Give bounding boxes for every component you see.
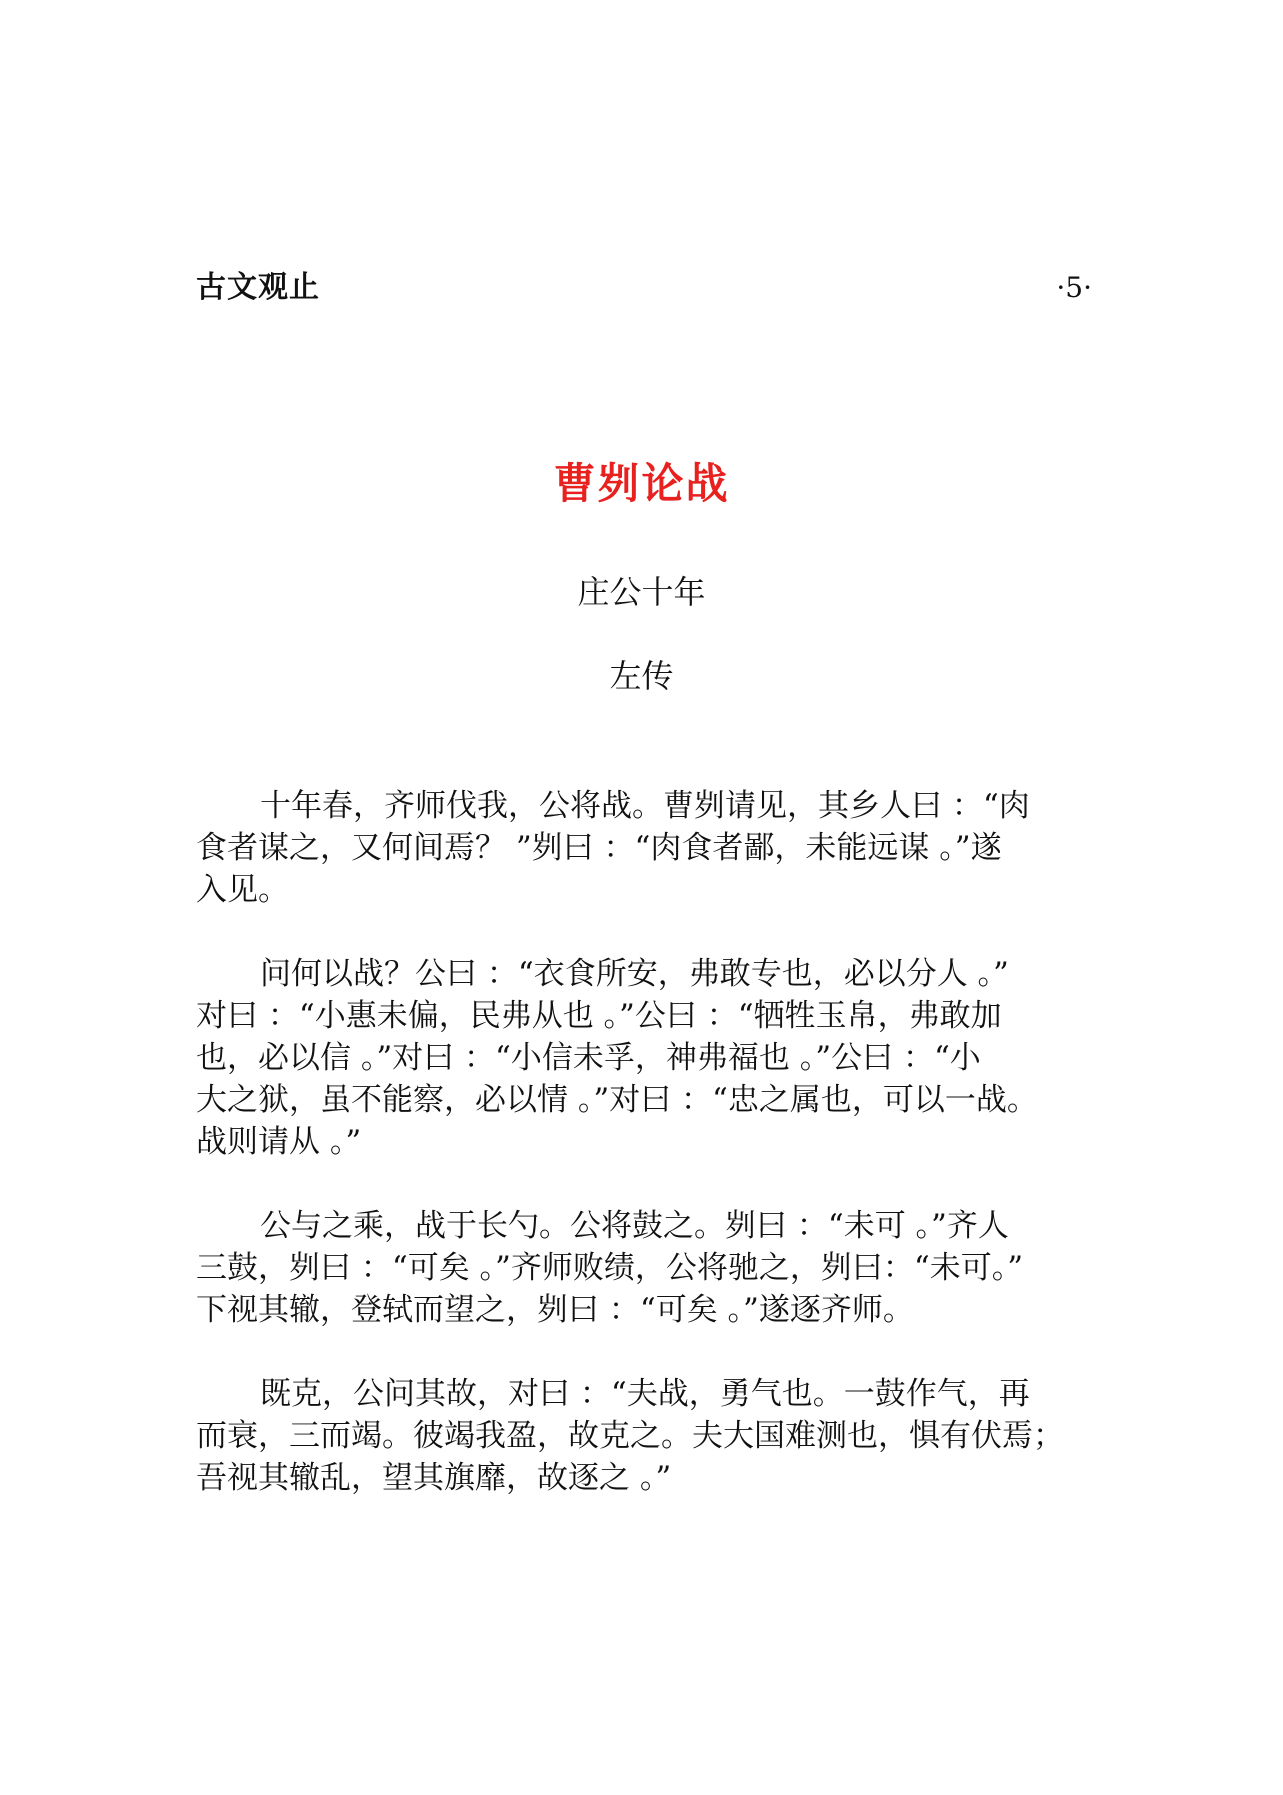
paragraph-line: 问何以战？公曰 ：“衣食所安，弗敢专也，必以分人 。”	[260, 956, 1009, 992]
paragraph-line: 对曰 ：“小惠未偏，民弗从也 。”公曰 ：“牺牲玉帛，弗敢加	[196, 998, 1002, 1034]
paragraph-4	[196, 1373, 1064, 1499]
running-header	[196, 268, 1092, 308]
paragraph-line: 大之狱，虽不能察，必以情 。”对曰 ：“忠之属也，可以一战。	[196, 1082, 1038, 1118]
article-title: 曹刿论战	[553, 459, 730, 508]
paragraph-2	[196, 953, 1038, 1163]
paragraph-line: 食者谋之，又何间焉？ ”刿曰 ：“肉食者鄙，未能远谋 。”遂	[196, 830, 1002, 866]
paragraph-line: 既克，公问其故，对曰 ：“夫战，勇气也。一鼓作气，再	[260, 1376, 1030, 1412]
paragraph-3	[196, 1205, 1023, 1331]
book-title: 古文观止	[196, 270, 320, 305]
paragraph-line: 十年春，齐师伐我，公将战。曹刿请见，其乡人曰 ：“肉	[260, 788, 1030, 824]
paragraph-line: 而衰，三而竭。彼竭我盈，故克之。夫大国难测也，惧有伏焉；	[196, 1418, 1064, 1454]
page-number: ·5·	[1056, 271, 1092, 304]
paragraph-line: 吾视其辙乱，望其旗靡，故逐之 。”	[196, 1460, 672, 1496]
paragraph-line: 三鼓，刿曰 ：“可矣 。”齐师败绩，公将驰之，刿曰：“未可。”	[196, 1250, 1024, 1286]
article-author: 左传	[609, 657, 674, 695]
paragraph-line: 战则请从 。”	[196, 1124, 362, 1160]
paragraph-line: 公与之乘，战于长勺。公将鼓之。刿曰 ：“未可 。”齐人	[260, 1208, 1009, 1244]
article-subtitle: 庄公十年	[577, 573, 706, 611]
paragraph-1	[196, 785, 1030, 911]
paragraph-line: 下视其辙，登轼而望之，刿曰 ：“可矣 。”遂逐齐师。	[196, 1292, 914, 1328]
paragraph-line: 也，必以信 。”对曰 ：“小信未孚，神弗福也 。”公曰 ：“小	[196, 1040, 981, 1076]
paragraph-line: 入见。	[196, 872, 289, 908]
